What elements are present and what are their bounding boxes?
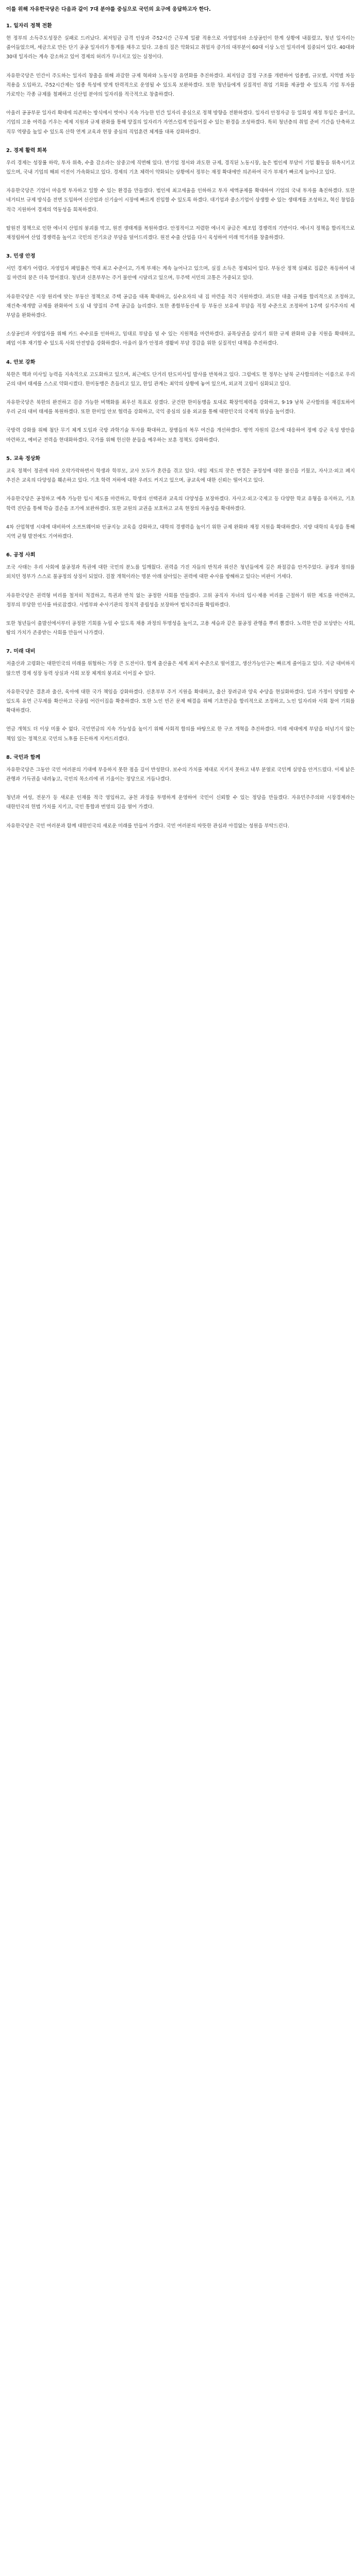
paragraph: 청년과 여성, 전문가 등 새로운 인재를 적극 영입하고, 공천 과정을 투명하게 운영하여 국민이 신뢰할 수 있는 정당을 만들겠다. 자유민주주의와 시장경제라는 대한민국의 헌법 가치를 지키고, 국민 통합과 번영의 길을 열어 가겠다. (6, 795, 355, 810)
paragraph: 자유한국당은 기업이 마음껏 투자하고 일할 수 있는 환경을 만들겠다. 법인세 최고세율을 인하하고 투자 세액공제를 확대하여 기업의 국내 투자를 촉진하겠다. 또한 네거티브 규제 방식을 전면 도입하여 신산업과 신기술이 시장에 빠르게 진입할 수 있도록 하겠다. 대기업과 중소기업이 상생할 수 있는 생태계를 조성하고, 혁신 창업을 적극 지원하여 경제의 역동성을 회복하겠다. (6, 188, 355, 213)
paragraph: 자유한국당은 공정하고 예측 가능한 입시 제도를 마련하고, 학생의 선택권과 교육의 다양성을 보장하겠다. 자사고·외고·국제고 등 다양한 학교 유형을 유지하고, 기초 학력 진단을 통해 학습 결손을 조기에 보완하겠다. 또한 교원의 교권을 보호하고 교육 현장의 자율성을 확대하겠다. (6, 496, 355, 512)
section-heading: 8. 국민과 함께 (6, 754, 41, 760)
paragraph: 소상공인과 자영업자를 위해 카드 수수료를 인하하고, 임대료 부담을 덜 수 있는 지원책을 마련하겠다. 골목상권을 살리기 위한 규제 완화와 금융 지원을 확대하고, 폐업 이후 재기할 수 있도록 사회 안전망을 강화하겠다. 아울러 물가 안정과 생활비 부담 경감을 위한 실질적인 대책을 추진하겠다. (6, 331, 355, 347)
paragraph: 4차 산업혁명 시대에 대비하여 소프트웨어와 인공지능 교육을 강화하고, 대학의 경쟁력을 높이기 위한 규제 완화와 재정 지원을 확대하겠다. 지방 대학의 육성을 통해 지역 균형 발전에도 기여하겠다. (6, 524, 355, 539)
section-education (6, 454, 355, 541)
intro-text: 이를 위해 자유한국당은 다음과 같이 7대 분야를 중심으로 국민의 요구에 응답하고자 한다. (6, 7, 211, 12)
paragraph: 우리 경제는 성장률 하락, 투자 위축, 수출 감소라는 삼중고에 직면해 있다. 반기업 정서와 과도한 규제, 경직된 노동시장, 높은 법인세 부담이 기업 활동을 위축시키고 있으며, 국내 기업의 해외 이전이 가속화되고 있다. 경제의 기초 체력이 약화되는 상황에서 정부는 재정 확대에만 의존하여 국가 부채가 빠르게 늘어나고 있다. (6, 160, 355, 176)
section-together (6, 753, 355, 831)
paragraph: 자유한국당은 권력형 비리를 철저히 척결하고, 특권과 반칙 없는 공정한 사회를 만들겠다. 고위 공직자 자녀의 입시·채용 비리를 근절하기 위한 제도를 마련하고, 정부의 부당한 인사를 바로잡겠다. 사법부와 수사기관의 정치적 중립성을 보장하여 법치주의를 확립하겠다. (6, 592, 355, 608)
section-heading: 6. 공정 사회 (6, 552, 36, 558)
paragraph: 자유한국당은 결혼과 출산, 육아에 대한 국가 책임을 강화하겠다. 신혼부부 주거 지원을 확대하고, 출산 장려금과 양육 수당을 현실화하겠다. 일과 가정이 양립할 수 있도록 유연 근무제를 확산하고 국공립 어린이집을 확충하겠다. 또한 노인 빈곤 문제 해결을 위해 기초연금을 합리적으로 조정하고, 노인 일자리와 사회 참여 기회를 확대하겠다. (6, 689, 355, 714)
paragraph: 또한 청년들이 출발선에서부터 공정한 기회를 누릴 수 있도록 채용 과정의 투명성을 높이고, 고용 세습과 같은 불공정 관행을 뿌리 뽑겠다. 노력한 만큼 보상받는 사회, 땀의 가치가 존중받는 사회를 만들어 나가겠다. (6, 620, 355, 636)
section-heading: 3. 민생 안정 (6, 253, 36, 260)
paragraph: 자유한국당은 민간이 주도하는 일자리 창출을 위해 과감한 규제 혁파와 노동시장 유연화를 추진하겠다. 최저임금 결정 구조를 개편하여 업종별, 규모별, 지역별 차등 적용을 도입하고, 주52시간제는 업종 특성에 맞게 탄력적으로 운영될 수 있도록 보완하겠다. 또한 청년들에게 실질적인 취업 기회를 제공할 수 있도록 기업 투자를 가로막는 각종 규제를 철폐하고 신산업 분야의 일자리를 적극적으로 창출하겠다. (6, 73, 355, 98)
paragraph: 저출산과 고령화는 대한민국의 미래를 위협하는 가장 큰 도전이다. 합계 출산율은 세계 최저 수준으로 떨어졌고, 생산가능인구는 빠르게 줄어들고 있다. 지금 대비하지 않으면 경제 성장 동력 상실과 사회 보장 체계의 붕괴로 이어질 수 있다. (6, 661, 355, 676)
section-heading: 5. 교육 정상화 (6, 455, 41, 462)
section-jobs (6, 22, 355, 137)
paragraph: 자유한국당은 국민 여러분과 함께 대한민국의 새로운 미래를 만들어 가겠다. 국민 여러분의 따뜻한 관심과 아낌없는 성원을 부탁드린다. (6, 823, 289, 829)
paragraph: 아울러 공공부문 일자리 확대에 의존하는 방식에서 벗어나 지속 가능한 민간 일자리 중심으로 정책 방향을 전환하겠다. 일자리 안정자금 등 일회성 재정 투입은 줄이고, 기업의 고용 여력을 키우는 세제 지원과 규제 완화를 통해 양질의 일자리가 자연스럽게 만들어질 수 있는 환경을 조성하겠다. 특히 청년층의 취업 준비 기간을 단축하고 직무 역량을 높일 수 있도록 산학 연계 교육과 현장 중심의 직업훈련 체계를 대폭 강화하겠다. (6, 110, 355, 135)
section-heading: 4. 안보 강화 (6, 359, 36, 365)
paragraph: 국방력 강화를 위해 첨단 무기 체계 도입과 국방 과학기술 투자를 확대하고, 장병들의 복무 여건을 개선하겠다. 병역 자원의 감소에 대응하여 정예 강군 육성 방안을 마련하고, 예비군 전력을 현대화하겠다. 국가를 위해 헌신한 분들을 예우하는 보훈 정책도 강화하겠다. (6, 428, 355, 443)
paragraph: 자유한국당은 북한의 완전하고 검증 가능한 비핵화를 최우선 목표로 삼겠다. 굳건한 한미동맹을 토대로 확장억제력을 강화하고, 9·19 남북 군사합의를 재검토하여 우리 군의 대비 태세를 복원하겠다. 또한 한미일 안보 협력을 강화하고, 국익 중심의 실용 외교를 통해 대한민국의 국제적 위상을 높이겠다. (6, 400, 355, 415)
paragraph: 현 정부의 소득주도성장은 실패로 드러났다. 최저임금 급격 인상과 주52시간 근무제 일괄 적용으로 자영업자와 소상공인이 한계 상황에 내몰렸고, 청년 일자리는 줄어들었으며, 세금으로 만든 단기 공공 일자리가 통계를 채우고 있다. 고용의 질은 악화되고 취업자 증가의 대부분이 60대 이상 노인 일자리에 집중되어 있다. 40대와 30대 일자리는 계속 감소하고 있어 경제의 허리가 무너지고 있는 실정이다. (6, 36, 355, 60)
section-heading: 1. 일자리 정책 전환 (6, 23, 52, 29)
paragraph: 연금 개혁도 더 이상 미룰 수 없다. 국민연금의 지속 가능성을 높이기 위해 사회적 합의를 바탕으로 한 구조 개혁을 추진하겠다. 미래 세대에게 부담을 떠넘기지 않는 책임 있는 정책으로 국민의 노후를 든든하게 지켜드리겠다. (6, 726, 355, 742)
paragraph: 조국 사태는 우리 사회에 불공정과 특권에 대한 국민의 분노를 일깨웠다. 권력을 가진 자들의 반칙과 위선은 청년들에게 깊은 좌절감을 안겨주었다. 공정과 정의를 외치던 정부가 스스로 불공정의 상징이 되었다. 검찰 개혁이라는 명분 아래 살아있는 권력에 대한 수사를 방해하고 있다는 비판이 거세다. (6, 565, 355, 580)
paragraph: 자유한국당은 그동안 국민 여러분의 기대에 부응하지 못한 점을 깊이 반성한다. 보수의 가치를 제대로 지키지 못하고 내부 분열로 국민께 실망을 안겨드렸다. 이제 낡은 관행과 기득권을 내려놓고, 국민의 목소리에 귀 기울이는 정당으로 거듭나겠다. (6, 767, 355, 782)
paragraph: 교육 정책이 정권에 따라 오락가락하면서 학생과 학부모, 교사 모두가 혼란을 겪고 있다. 대입 제도의 잦은 변경은 공정성에 대한 불신을 키웠고, 자사고·외고 폐지 추진은 교육의 다양성을 훼손하고 있다. 기초 학력 저하에 대한 우려도 커지고 있으며, 공교육에 대한 신뢰는 떨어지고 있다. (6, 468, 355, 484)
section-heading: 7. 미래 대비 (6, 649, 36, 655)
section-economy (6, 146, 355, 243)
section-future (6, 647, 355, 743)
paragraph: 서민 경제가 어렵다. 자영업자 폐업률은 역대 최고 수준이고, 가계 부채는 계속 늘어나고 있으며, 실질 소득은 정체되어 있다. 부동산 정책 실패로 집값은 폭등하여 내 집 마련의 꿈은 더욱 멀어졌다. 청년과 신혼부부는 주거 불안에 시달리고 있으며, 무주택 서민의 고통은 가중되고 있다. (6, 266, 355, 281)
paragraph: 북한은 핵과 미사일 능력을 지속적으로 고도화하고 있으며, 최근에도 단거리 탄도미사일 발사를 반복하고 있다. 그럼에도 현 정부는 남북 군사합의라는 이름으로 우리 군의 대비 태세를 스스로 약화시켰다. 한미동맹은 흔들리고 있고, 한일 관계는 최악의 상황에 놓여 있으며, 외교적 고립이 심화되고 있다. (6, 371, 355, 387)
section-heading: 2. 경제 활력 회복 (6, 147, 47, 154)
section-security (6, 358, 355, 445)
section-fairness (6, 551, 355, 638)
section-livelihood (6, 252, 355, 348)
paragraph: 탈원전 정책으로 인한 에너지 산업의 붕괴를 막고, 원전 생태계를 복원하겠다. 안정적이고 저렴한 에너지 공급은 제조업 경쟁력의 기반이다. 에너지 정책을 합리적으로 재정립하여 산업 경쟁력을 높이고 국민의 전기요금 부담을 덜어드리겠다. 원전 수출 산업을 다시 육성하여 미래 먹거리를 창출하겠다. (6, 225, 355, 241)
paragraph: 자유한국당은 시장 원리에 맞는 부동산 정책으로 주택 공급을 대폭 확대하고, 실수요자의 내 집 마련을 적극 지원하겠다. 과도한 대출 규제를 합리적으로 조정하고, 재건축·재개발 규제를 완화하여 도심 내 양질의 주택 공급을 늘리겠다. 또한 종합부동산세 등 부동산 보유세 부담을 적정 수준으로 조정하여 1주택 실거주자의 세 부담을 완화하겠다. (6, 294, 355, 319)
